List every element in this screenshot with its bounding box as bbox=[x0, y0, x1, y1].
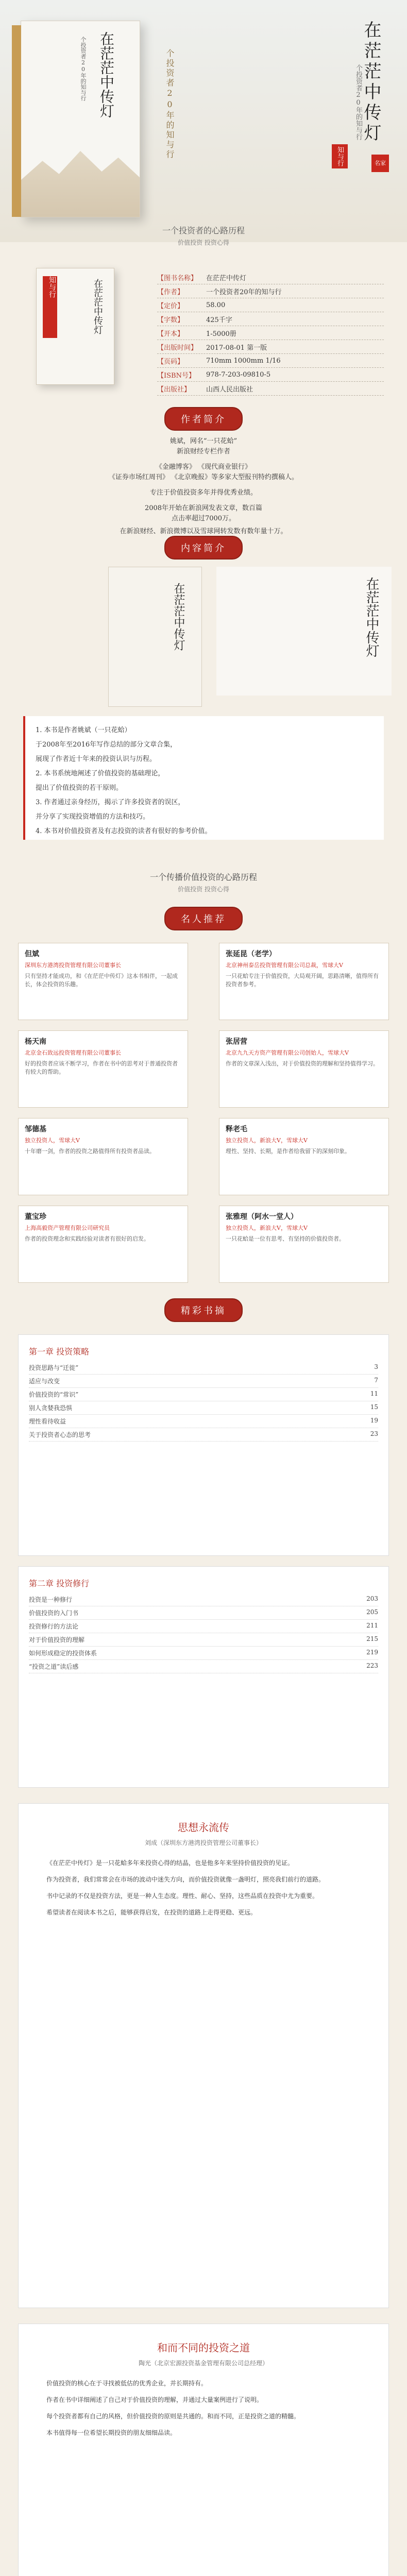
intro-section bbox=[0, 536, 407, 701]
point-item: 2. 本书系统地阐述了价值投资的基础理论， bbox=[36, 770, 165, 777]
essay-paragraph: 书中记录的不仅是投资方法，更是一种人生态度。理性、耐心、坚持，这些品质在投资中尤为重要。 bbox=[46, 1892, 319, 1900]
toc-item: 关于投资者心态的思考 23 bbox=[29, 1428, 378, 1442]
toc-item: 别人贪婪我恐惧 15 bbox=[29, 1401, 378, 1415]
endorse-card: 张雅理（阿水一堂人） 独立投资人，新浪大V，雪球大V 一只花蛤是一位有思考、有坚持的价值投资者。 bbox=[219, 1206, 389, 1283]
endorse-card: 张居营 北京九九天方资产管理有限公司创始人，雪球大V 作者的文章深入浅出，对于价值投资的理解和坚持值得学习。 bbox=[219, 1030, 389, 1108]
seal-icon: 名家 bbox=[371, 155, 389, 172]
point-item: 3. 作者通过亲身经历，揭示了许多投资者的误区， bbox=[36, 799, 185, 806]
info-book-cover bbox=[36, 268, 114, 385]
toc-item: “投资之道”读后感 223 bbox=[29, 1660, 378, 1673]
essay-title: 思想永流传 bbox=[178, 1821, 229, 1834]
slogan2-section bbox=[0, 871, 407, 896]
toc-chapter: 第一章 投资策略 bbox=[29, 1347, 90, 1357]
intro-banner: 内容简介 bbox=[0, 536, 407, 560]
info-row: 【出版时间】 2017-08-01 第一版 bbox=[157, 340, 384, 354]
info-book-title: 在茫茫中传灯 bbox=[92, 279, 103, 334]
excerpt-banner: 精彩书摘 bbox=[0, 1298, 407, 1322]
intro-art bbox=[216, 567, 392, 696]
author-line: 《金融博客》 《现代商业银行》 bbox=[155, 463, 252, 471]
points-section bbox=[0, 716, 407, 860]
toc-item: 价值投资的“常识” 11 bbox=[29, 1388, 378, 1401]
author-section bbox=[0, 407, 407, 536]
endorse-card: 杨天南 北京金石致远投资管理有限公司董事长 好的投资者应该不断学习，作者在书中的思考对于普通投资者有较大的帮助。 bbox=[18, 1030, 188, 1108]
hero-title: 在茫茫中传灯 bbox=[361, 21, 381, 144]
author-line: 《证券市场红周刊》 《北京晚报》等多家大型报刊特约撰稿人。 bbox=[108, 473, 299, 481]
point-item: 4. 本书对价值投资者及有志投资的读者有很好的参考价值。 bbox=[36, 827, 212, 835]
endorse-card: 邹德基 独立投资人，雪球大V 十年磨一剑，作者的投资之路值得所有投资者品读。 bbox=[18, 1118, 188, 1195]
essay-paragraph: 每个投资者都有自己的风格，但价值投资的原则是共通的。和而不同，正是投资之道的精髓。 bbox=[46, 2413, 300, 2420]
point-item: 于2008年至2016年写作总结的部分文章合集， bbox=[36, 741, 177, 749]
toc-item: 对于价值投资的理解 215 bbox=[29, 1633, 378, 1647]
slogan2-main: 一个传播价值投资的心路历程 bbox=[149, 872, 257, 882]
author-line: 2008年开始在新浪网发表文章，数百篇 bbox=[144, 504, 263, 512]
essay-title: 和而不同的投资之道 bbox=[157, 2342, 250, 2354]
toc-item: 理性看待收益 19 bbox=[29, 1415, 378, 1428]
endorse-section bbox=[0, 907, 407, 1298]
essay-paragraph: 作者在书中详细阐述了自己对于价值投资的理解，并通过大量案例进行了说明。 bbox=[46, 2396, 263, 2403]
hero-subtitle: 个投资者20年的知与行 bbox=[165, 49, 175, 160]
info-row: 【页码】 710mm 1000mm 1/16 bbox=[157, 354, 384, 368]
toc-chapter: 第二章 投资修行 bbox=[29, 1579, 90, 1588]
book-cover bbox=[21, 21, 140, 217]
info-row: 【图书名称】 在茫茫中传灯 bbox=[157, 270, 384, 284]
essay-paragraph: 希望读者在阅读本书之后，能够获得启发，在投资的道路上走得更稳、更远。 bbox=[46, 1909, 257, 1916]
toc-item: 投资思路与“迁徙” 3 bbox=[29, 1361, 378, 1375]
essay-paragraph: 作为投资者，我们常常会在市场的波动中迷失方向，而价值投资就像一盏明灯，照亮我们前行的道路。 bbox=[46, 1876, 325, 1883]
slogan-sub: 价值投资 投资心得 bbox=[178, 239, 229, 246]
intro-title: 在茫茫中传灯 bbox=[364, 577, 379, 657]
excerpt-section bbox=[0, 1298, 407, 2576]
endorse-banner: 名人推荐 bbox=[0, 907, 407, 930]
author-line: 新浪财经专栏作者 bbox=[176, 448, 230, 455]
essay-paragraph: 本书值得每一位希望长期投资的朋友细细品读。 bbox=[46, 2429, 177, 2436]
toc-item: 投资是一种修行 203 bbox=[29, 1593, 378, 1606]
slogan2-sub: 价值投资 投资心得 bbox=[178, 886, 229, 893]
author-banner: 作者简介 bbox=[0, 407, 407, 431]
info-row: 【定价】 58.00 bbox=[157, 298, 384, 312]
info-row: 【出版社】 山西人民出版社 bbox=[157, 382, 384, 396]
toc-page-1 bbox=[18, 1334, 389, 1556]
endorse-card: 释老毛 独立投资人，新浪大V，雪球大V 理性、坚持、长期，是作者给我留下的深刻印象。 bbox=[219, 1118, 389, 1195]
point-item: 展现了作者近十年来的投资认识与历程。 bbox=[36, 755, 157, 763]
info-section bbox=[0, 258, 407, 397]
info-row: 【字数】 425千字 bbox=[157, 312, 384, 326]
mountain-art bbox=[21, 134, 140, 217]
info-row: 【作者】 一个投资者20年的知与行 bbox=[157, 284, 384, 298]
author-line: 点击率超过7000万。 bbox=[171, 515, 236, 522]
point-item: 并分享了实现投资增值的方法和技巧。 bbox=[36, 813, 150, 821]
essay-paragraph: 价值投资的核心在于寻找被低估的优秀企业，并长期持有。 bbox=[46, 2380, 208, 2387]
points-card bbox=[23, 716, 384, 840]
essay-page-1 bbox=[18, 1803, 389, 2308]
hero-small-text: 个投资者20年的知与行 bbox=[354, 64, 362, 140]
toc-item: 价值投资的入门书 205 bbox=[29, 1606, 378, 1620]
slogan-main: 一个投资者的心路历程 bbox=[162, 226, 245, 235]
info-row: 【ISBN号】 978-7-203-09810-5 bbox=[157, 368, 384, 382]
info-row: 【开本】 1-5000册 bbox=[157, 326, 384, 340]
author-line: 姚斌，网名“一只花蛤” bbox=[169, 437, 238, 445]
hero-slogan bbox=[0, 224, 407, 247]
essay-byline: 刘成（深圳东方港湾投资管理公司董事长） bbox=[144, 1839, 262, 1846]
point-item: 提出了价值投资的若干原则。 bbox=[36, 784, 123, 792]
hero-section bbox=[0, 0, 407, 246]
book-spine bbox=[12, 25, 21, 217]
endorse-card: 张延昆（老学） 北京神州泰岳投资管理有限公司总裁，雪球大V 一只花蛤专注于价值投资，大局观开阔，思路清晰，值得所有投资者参考。 bbox=[219, 943, 389, 1020]
hero-tag: 知与行 bbox=[332, 144, 348, 168]
book-info-list bbox=[157, 270, 384, 396]
intro-book-title: 在茫茫中传灯 bbox=[172, 583, 185, 651]
author-line: 专注于价值投资多年并得优秀业绩。 bbox=[149, 489, 257, 497]
endorse-card: 董宝珍 上海高毅资产管理有限公司研究员 作者的投资理念和实践经验对读者有很好的启发。 bbox=[18, 1206, 188, 1283]
essay-page-2 bbox=[18, 2324, 389, 2576]
endorse-card: 但斌 深圳东方港湾投资管理有限公司董事长 只有坚持才能成功，和《在茫茫中传灯》这本书相伴，一起成长，体会投资的乐趣。 bbox=[18, 943, 188, 1020]
essay-paragraph: 《在茫茫中传灯》是一只花蛤多年来投资心得的结晶，也是他多年来坚持价值投资的见证。 bbox=[46, 1859, 294, 1867]
cover-title: 在茫茫中传灯 bbox=[98, 31, 115, 118]
info-badge: 知与行 bbox=[43, 276, 57, 338]
essay-byline: 陶光（北京宏源投资基金管理有限公司总经理） bbox=[138, 2360, 268, 2367]
toc-item: 如何形成稳定的投资体系 219 bbox=[29, 1647, 378, 1660]
toc-item: 适应与改变 7 bbox=[29, 1375, 378, 1388]
toc-page-2 bbox=[18, 1566, 389, 1788]
author-line: 在新浪财经、新浪微博以及雪球网转发数有数年量十万。 bbox=[120, 528, 287, 535]
toc-item: 投资修行的方法论 211 bbox=[29, 1620, 378, 1633]
point-item: 1. 本书是作者姚斌（一只花蛤） bbox=[36, 726, 131, 734]
cover-subtitle: 个投资者20年的知与行 bbox=[80, 37, 87, 101]
intro-book bbox=[108, 567, 202, 707]
